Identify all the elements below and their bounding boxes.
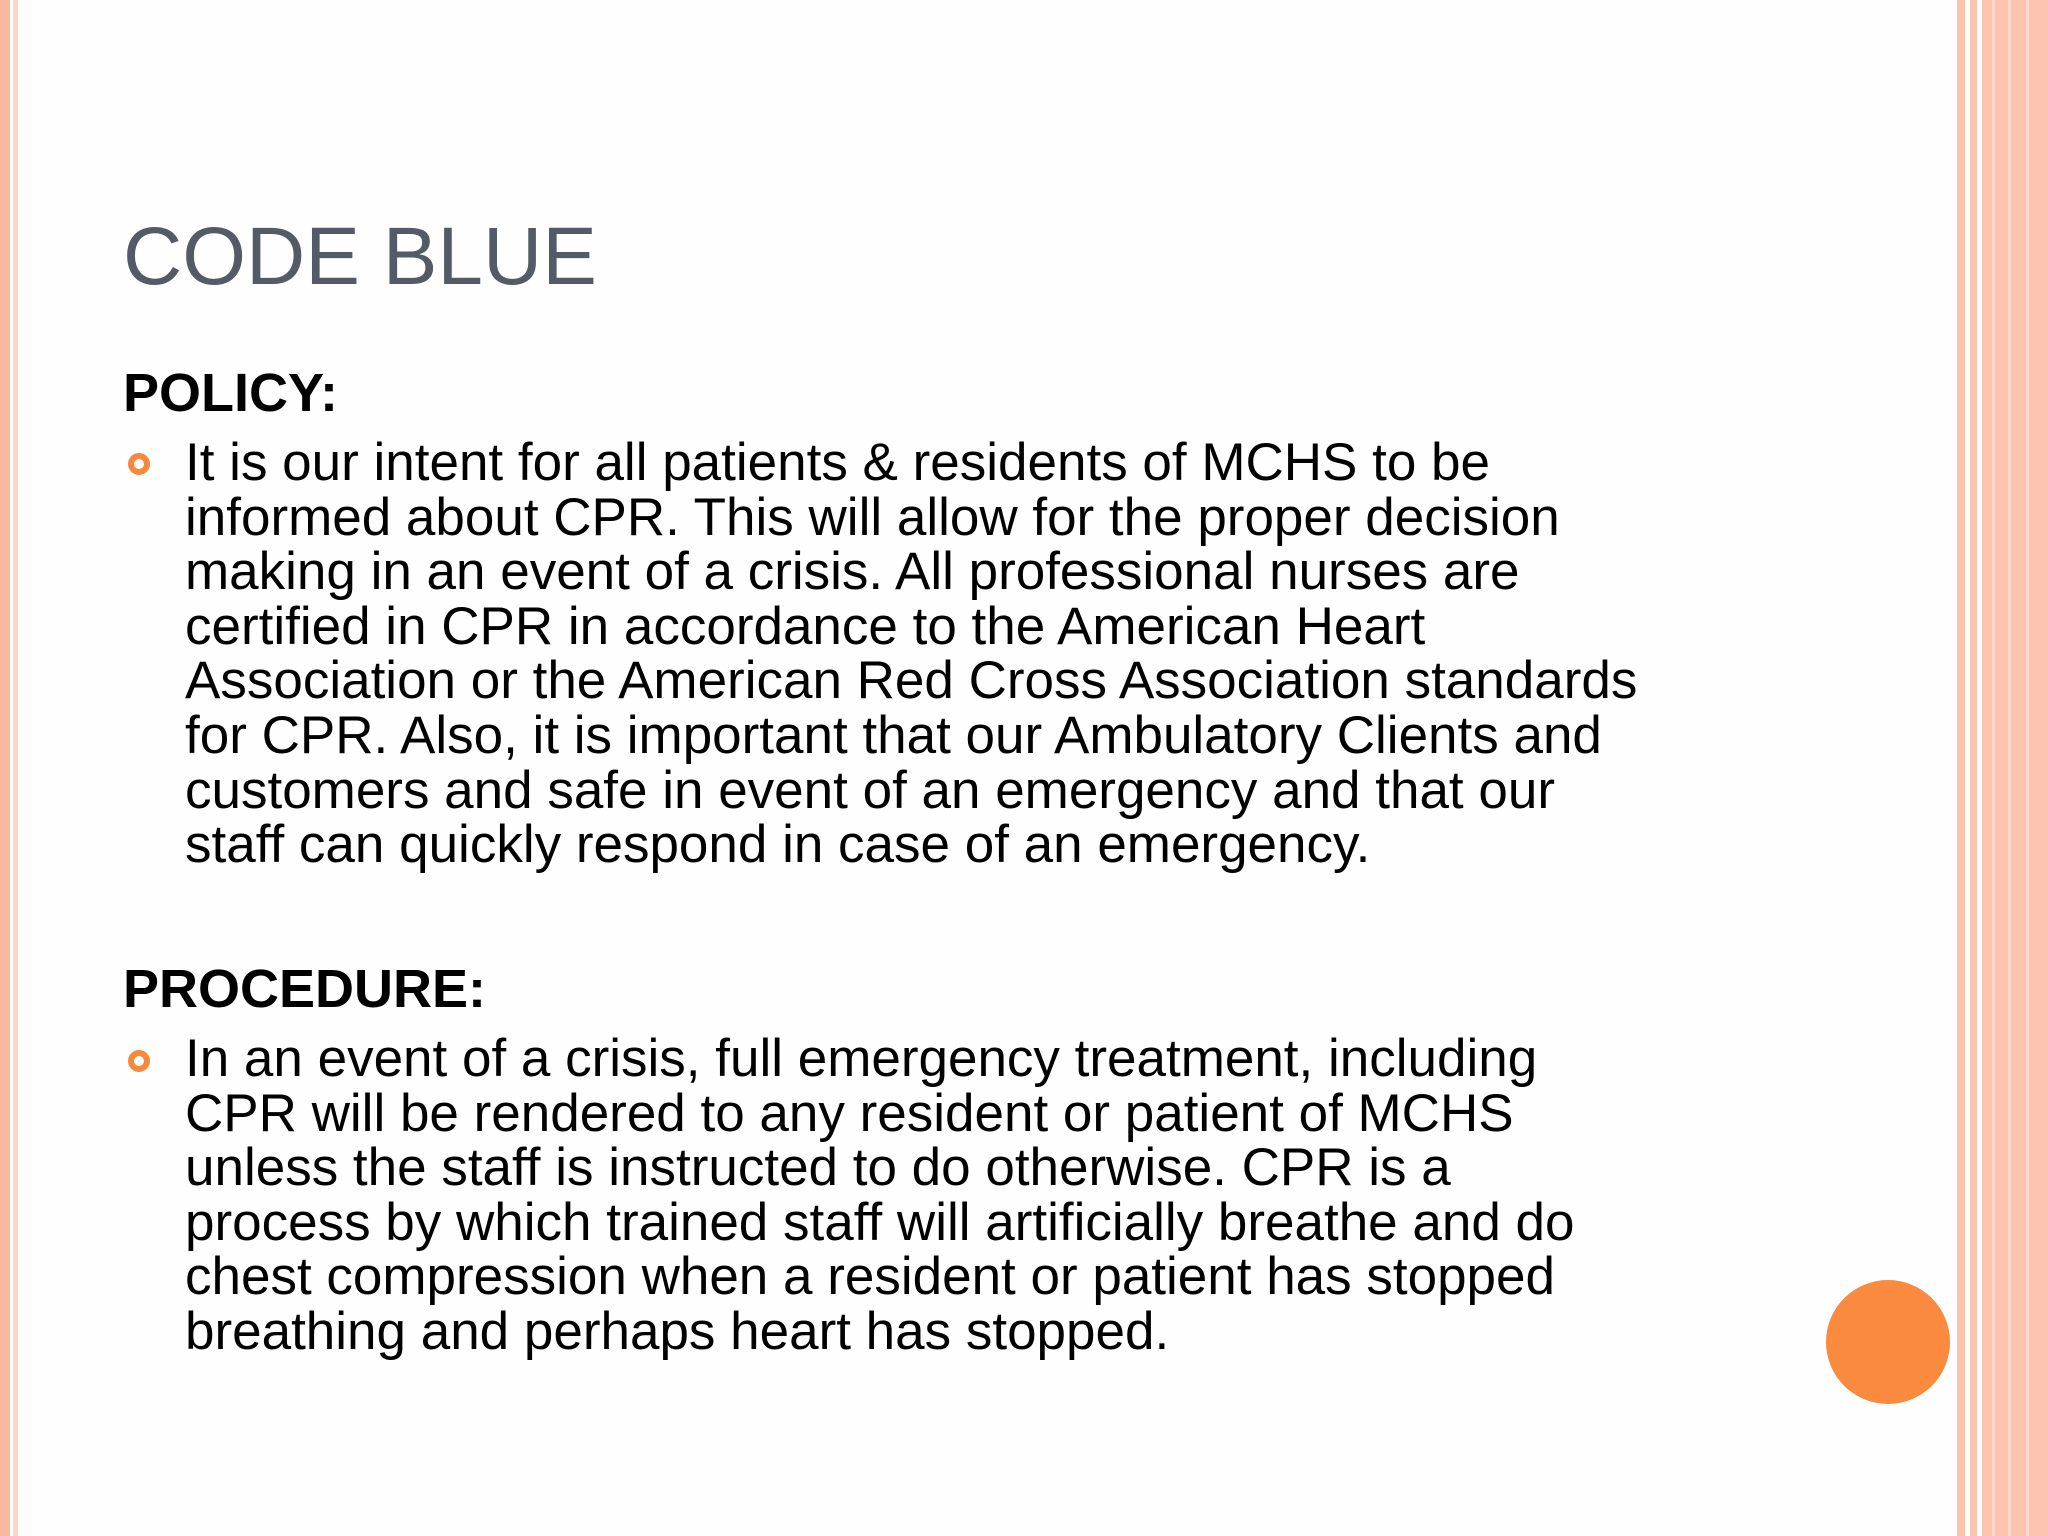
procedure-line: process by which trained staff will artificially breathe and do [185, 1192, 1575, 1252]
policy-line: Association or the American Red Cross Association standards [185, 651, 1638, 711]
policy-line: for CPR. Also, it is important that our Ambulatory Clients and [185, 705, 1602, 765]
procedure-heading: PROCEDURE: [123, 959, 487, 1019]
policy-line: certified in CPR in accordance to the American Heart [185, 596, 1426, 656]
procedure-line: unless the staff is instructed to do otherwise. CPR is a [185, 1138, 1451, 1198]
right-border-line [2026, 0, 2029, 1536]
policy-paragraph [185, 433, 1765, 875]
procedure-line: breathing and perhaps heart has stopped. [185, 1301, 1170, 1361]
procedure-paragraph [185, 1029, 1765, 1361]
procedure-line: CPR will be rendered to any resident or patient of MCHS [185, 1083, 1514, 1143]
hollow-circle-bullet-icon [128, 453, 150, 475]
policy-heading: POLICY: [123, 363, 338, 423]
left-border-line [13, 0, 18, 1536]
procedure-line: In an event of a crisis, full emergency treatment, including [185, 1029, 1538, 1088]
left-border-stripe [0, 0, 10, 1536]
hollow-circle-bullet-icon [128, 1050, 150, 1072]
policy-line: It is our intent for all patients & residents of MCHS to be [185, 433, 1490, 492]
policy-line: customers and safe in event of an emergency and that our [185, 760, 1555, 820]
policy-line: making in an event of a crisis. All professional nurses are [185, 542, 1520, 602]
right-border-line [2008, 0, 2011, 1536]
right-border-band [1957, 0, 1965, 1536]
right-border-band [1970, 0, 1977, 1536]
policy-line: informed about CPR. This will allow for the proper decision [185, 487, 1560, 547]
slide-title: CODE BLUE [123, 211, 597, 302]
procedure-line: chest compression when a resident or patient has stopped [185, 1247, 1555, 1307]
policy-line: staff can quickly respond in case of an emergency. [185, 815, 1371, 875]
orange-circle-icon [1826, 1280, 1950, 1404]
right-border-line [1992, 0, 1995, 1536]
